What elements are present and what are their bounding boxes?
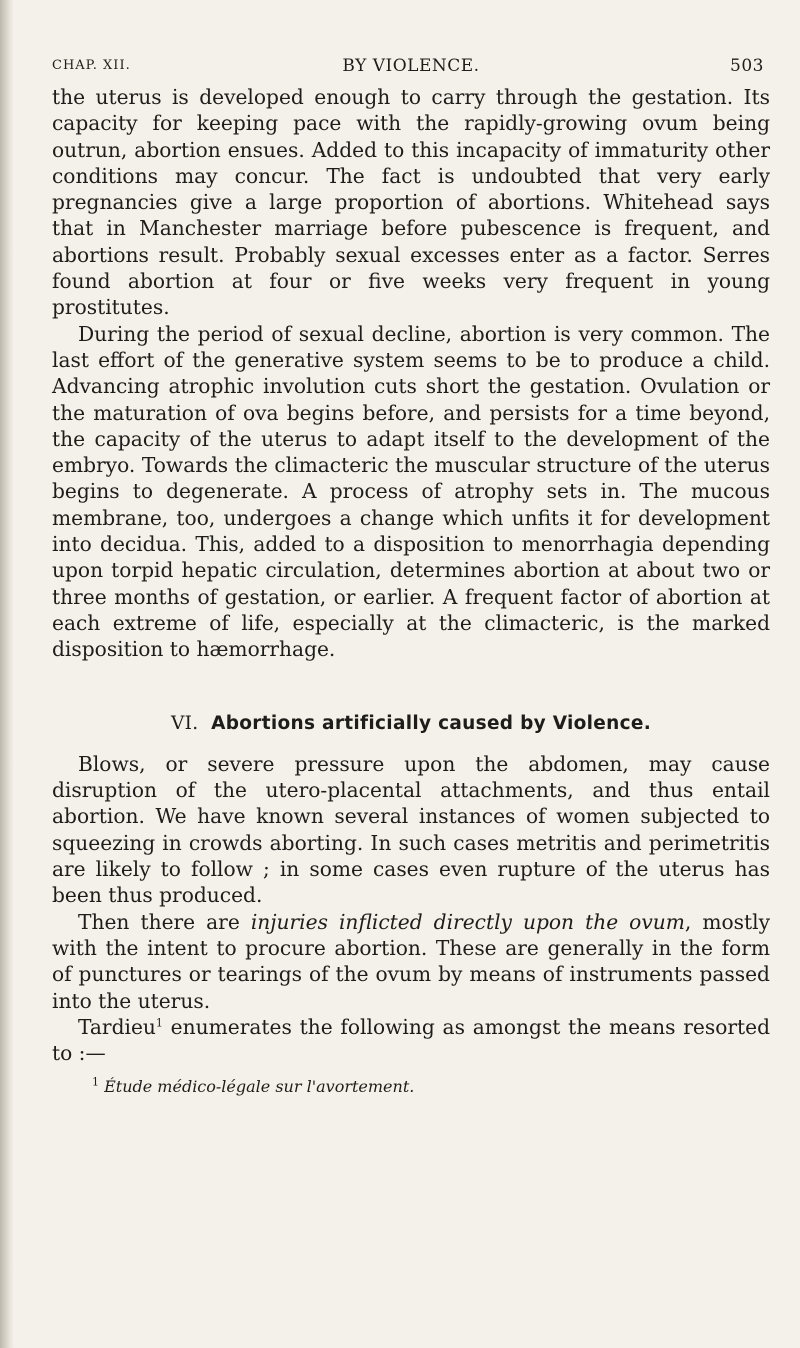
running-title: BY VIOLENCE. xyxy=(342,56,480,76)
footnote-reference: 1 xyxy=(155,1016,163,1030)
footnote xyxy=(52,1076,770,1098)
paragraph-5-start: Tardieu xyxy=(78,1014,156,1039)
paragraph-1: the uterus is developed enough to carry through the gestation. Its capacity for keeping pace with the rapidly-growing ovum being outrun, abortion ensues. Added to this incapacity of immaturity other conditions may concur. The fact is undoubted that very early pregnancies give a large proportion of abortions. Whitehead says that in Manchester marriage before pubescence is frequent, and abortions result. Probably sexual excesses enter as a factor. Serres found abortion at four or five weeks very frequent in young prostitutes. xyxy=(52,85,770,320)
paragraph-4-emphasis: injuries inflicted directly upon the ovum xyxy=(250,909,685,934)
section-number: VI. xyxy=(170,712,199,734)
section-title: Abortions artificially caused by Violence. xyxy=(211,712,652,734)
paragraph-2: During the period of sexual decline, abortion is very common. The last effort of the generative system seems to be to produce a child. Advancing atrophic involution cuts short the gestation. Ovulation or the maturation of ova begins before, and persists for a time beyond, the capacity of the uterus to adapt itself to the development of the embryo. Towards the climacteric the muscular structure of the uterus begins to degenerate. A process of atrophy sets in. The mucous membrane, too, undergoes a change which unfits it for development into decidua. This, added to a disposition to menorrhagia depending upon torpid hepatic circulation, determines abortion at about two or three months of gestation, or earlier. A frequent factor of abortion at each extreme of life, especially at the climacteric, is the marked disposition to hæmorrhage. xyxy=(52,321,770,662)
paragraph-5 xyxy=(52,1014,770,1067)
page-number: 503 xyxy=(730,56,764,76)
running-head xyxy=(52,52,770,80)
chapter-label: CHAP. XII. xyxy=(52,58,131,73)
paragraph-4 xyxy=(52,909,770,1014)
paragraph-4-start: Then there are xyxy=(78,909,251,934)
paragraph-3: Blows, or severe pressure upon the abdomen, may cause disruption of the utero-placental attachments, and thus entail abortion. We have known several instances of women subjected to squeezing in crowds aborting. In such cases metritis and perimetritis are likely to follow ; in some cases even rupture of the uterus has been thus produced. xyxy=(52,751,770,908)
paragraph-5-end: enumerates the following as amongst the means resorted to :— xyxy=(52,1014,770,1066)
body-text xyxy=(52,84,770,1066)
footnote-mark: 1 xyxy=(92,1076,99,1090)
footnote-text: Étude médico-légale sur l'avortement. xyxy=(104,1077,415,1097)
paragraph-4-end: , mostly with the intent to procure abortion. These are generally in the form of punctures or tearings of the ovum by means of instruments passed into the uterus. xyxy=(52,909,770,1013)
section-heading xyxy=(52,711,770,737)
page-spine-shadow xyxy=(0,0,14,1348)
book-page xyxy=(52,52,770,1098)
